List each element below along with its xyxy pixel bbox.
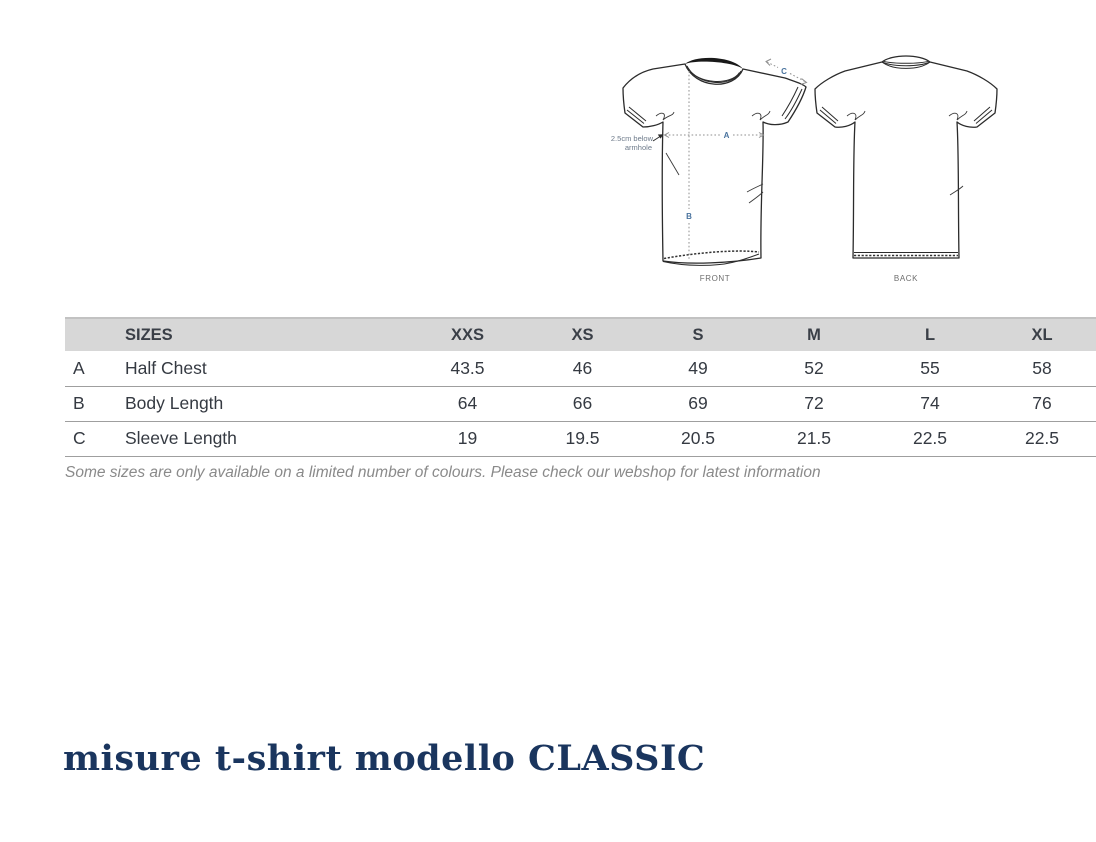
col-header-xxs: XXS xyxy=(450,325,485,344)
row-label: Body Length xyxy=(125,393,224,413)
table-row-sleeve-length xyxy=(65,421,1096,456)
row-key: A xyxy=(73,357,85,378)
size-table-section xyxy=(65,317,1096,457)
col-header-m: M xyxy=(807,325,821,344)
corner-header xyxy=(65,318,123,351)
cell-value: 43.5 xyxy=(450,357,485,378)
cell-value: 49 xyxy=(688,357,708,378)
cell-value: 76 xyxy=(1032,393,1052,413)
cell-value: 74 xyxy=(920,393,940,413)
note-arrow xyxy=(653,137,660,142)
front-label: FRONT xyxy=(699,274,731,283)
measure-c-label: C xyxy=(781,67,787,76)
cell-value: 46 xyxy=(572,357,593,378)
cell-value: 58 xyxy=(1032,357,1052,378)
size-table xyxy=(65,317,1096,457)
table-header-row xyxy=(65,318,1096,351)
cell-value: 72 xyxy=(804,393,824,413)
col-header-sizes: SIZES xyxy=(125,325,173,344)
cell-value: 19 xyxy=(457,428,478,448)
measure-a-label: A xyxy=(723,131,730,140)
row-label: Half Chest xyxy=(125,357,207,378)
armhole-note-line2: armhole xyxy=(624,143,652,152)
col-header-s: S xyxy=(692,325,704,344)
page-title: misure t-shirt modello CLASSIC xyxy=(63,738,706,779)
cell-value: 19.5 xyxy=(565,428,600,448)
tshirt-front-drawing xyxy=(611,58,807,283)
tshirt-diagram xyxy=(600,45,1010,290)
tshirt-back-drawing xyxy=(815,56,997,283)
cell-value: 22.5 xyxy=(1024,428,1060,448)
cell-value: 64 xyxy=(457,393,478,413)
armhole-note-line1: 2.5cm below xyxy=(610,134,653,143)
cell-value: 55 xyxy=(920,357,940,378)
cell-value: 21.5 xyxy=(796,428,832,448)
col-header-xs: XS xyxy=(571,325,594,344)
cell-value: 20.5 xyxy=(680,428,716,448)
row-label: Sleeve Length xyxy=(125,428,237,448)
measure-b-label: B xyxy=(686,212,692,221)
row-key: C xyxy=(73,428,86,448)
cell-value: 69 xyxy=(688,393,708,413)
availability-footnote: Some sizes are only available on a limited number of colours. Please check our webshop for latest information xyxy=(65,464,821,481)
table-row-body-length xyxy=(65,386,1096,421)
cell-value: 66 xyxy=(572,393,593,413)
collar-band xyxy=(685,58,743,69)
cell-value: 22.5 xyxy=(912,428,948,448)
table-row-half-chest xyxy=(65,351,1096,386)
back-label: BACK xyxy=(893,274,919,283)
cell-value: 52 xyxy=(804,357,824,378)
row-key: B xyxy=(73,393,85,413)
col-header-l: L xyxy=(924,325,936,344)
col-header-xl: XL xyxy=(1031,325,1053,344)
